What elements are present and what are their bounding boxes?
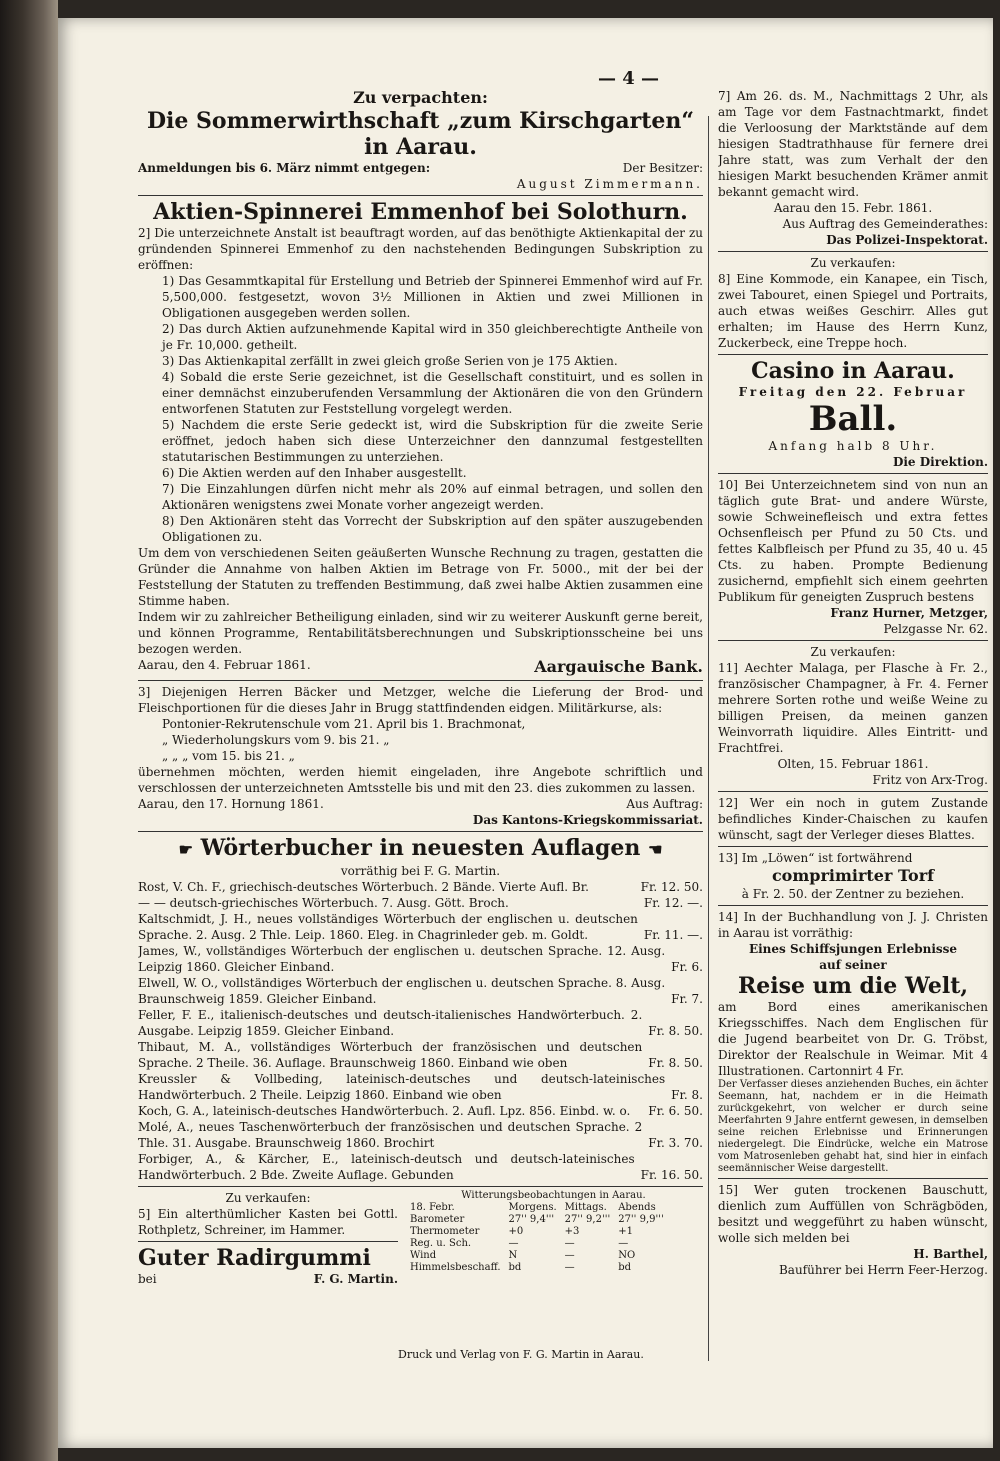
ad1-kicker: Zu verpachten:: [353, 88, 488, 107]
ad15-sub: Bauführer bei Herrn Feer-Herzog.: [778, 1263, 988, 1277]
ad3-auftrag: Aus Auftrag:: [626, 797, 703, 811]
weather-header: Abends: [618, 1202, 656, 1213]
dictionary-entry-price: Fr. 3. 70.: [648, 1136, 703, 1150]
ad2-para2: Indem wir zu zahlreicher Betheiligung einladen, sind wir zu weiterer Auskunft gerne bereit, und können Programme, Rentabilitätsberechnungen und Subskriptionsscheine bei uns bezogen werden.: [138, 610, 703, 656]
weather-header: 18. Febr.: [410, 1202, 455, 1213]
ad11-kicker: Zu verkaufen:: [810, 645, 896, 659]
ad7-date: Aarau den 15. Febr. 1861.: [773, 201, 933, 215]
ad2-item: 7) Die Einzahlungen dürfen nicht mehr als 20% auf einmal betragen, und sollen den Aktionären wenigstens zwei Monate vorher angezeigt werden.: [162, 482, 703, 512]
ad3-sign: Das Kantons-Kriegskommissariat.: [472, 813, 703, 827]
ad11-sign: Fritz von Arx-Trog.: [872, 773, 988, 787]
pointing-hand-left-icon: ☚: [648, 840, 663, 859]
dictionary-entry-price: Fr. 6. 50.: [648, 1104, 703, 1118]
ad2-item: 4) Sobald die erste Serie gezeichnet, ist die Gesellschaft constituirt, und es sollen in einer demnächst einzuberufenden Versammlung der Aktionären die von den Gründern entworfenen Statuten zur Feststellung vorgelegt werden.: [162, 370, 703, 416]
ad2-item: 6) Die Aktien werden auf den Inhaber ausgestellt.: [162, 466, 467, 480]
weather-row: [406, 1226, 668, 1238]
dictionary-entry-price: Fr. 7.: [671, 992, 703, 1006]
weather-cell: 27'' 9,4''': [508, 1214, 555, 1225]
dictionary-entry: [138, 1151, 703, 1183]
ad2-intro: 2] Die unterzeichnete Anstalt ist beauftragt worden, auf das benöthigte Aktienkapital der zu gründenden Spinnerei Emmenhof zu den nachstehenden Bedingungen Subskription zu eröffnen:: [138, 226, 703, 272]
weather-cell: NO: [618, 1250, 636, 1261]
ad4-sub: vorräthig bei F. G. Martin.: [340, 864, 501, 878]
ad14-sub1: Eines Schiffsjungen Erlebnisse: [748, 942, 958, 956]
weather-cell: +1: [618, 1226, 633, 1237]
weather-cell: —: [564, 1250, 575, 1261]
right-column: [718, 88, 988, 1393]
ad3-l3: „ „ „ vom 15. bis 21. „: [162, 749, 295, 763]
weather-cell: 27'' 9,9''': [618, 1214, 664, 1225]
ad2-sign: Aargauische Bank.: [534, 657, 703, 676]
ad3-date: Aarau, den 17. Hornung 1861.: [138, 797, 324, 811]
ad15-sign: H. Barthel,: [913, 1247, 988, 1261]
ad8-text: 8] Eine Kommode, ein Kanapee, ein Tisch, zwei Tabouret, einen Spiegel und Portraits, auch etwas weißes Geschirr. Alles gut erhalten; im Hause des Herrn Kunz, Zuckerbeck, eine Treppe hoch.: [718, 272, 988, 350]
ad2-title: Aktien-Spinnerei Emmenhof bei Solothurn.: [153, 199, 688, 225]
weather-table: [406, 1202, 668, 1274]
ad8-kicker: Zu verkaufen:: [810, 256, 896, 270]
ad7-auftrag: Aus Auftrag des Gemeinderathes:: [782, 217, 988, 231]
dictionary-entry-text: Feller, F. E., italienisch-deutsches und deutsch-italienisches Handwörterbuch. 2. Ausgabe. Leipzig 1859. Gleicher Einband.: [138, 1008, 643, 1038]
ad14-desc: am Bord eines amerikanischen Kriegsschiffes. Nach dem Englischen für die Jugend bearbeitet von Dr. G. Tröbst, Direktor der Realschule in Weimar. Mit 4 Illustrationen. Cartonnirt 4 Fr.: [718, 1000, 988, 1078]
weather-cell: Himmelsbeschaff.: [410, 1262, 501, 1273]
ad2-item: 3) Das Aktienkapital zerfällt in zwei gleich große Serien von je 175 Aktien.: [162, 354, 618, 368]
ad7-text: 7] Am 26. ds. M., Nachmittags 2 Uhr, als am Tage vor dem Fastnachtmarkt, findet die Verloosung der Marktstände auf dem hiesigen Stadtrathhause für fernere drei Jahre statt, was zum Verhalt der den hiesigen Markt besuchenden Krämer anmit bekannt gemacht wird.: [718, 89, 988, 199]
ad14-note: Der Verfasser dieses anziehenden Buches, ein ächter Seemann, hat, nachdem er in die Heimath zurückgekehrt, von welcher er durch seine Meerfahrten 9 Jahre entfernt gewesen, in demselben seine reichen Erlebnisse und Erinnerungen niedergelegt. Die Eindrücke, welche ein Matrose vom Matrosenleben gehabt hat, sind hier in einfach seemännischer Weise dargestellt.: [718, 1079, 988, 1174]
newspaper-page: [58, 18, 993, 1448]
weather-cell: Thermometer: [410, 1226, 480, 1237]
dictionary-entry: [138, 911, 703, 943]
ad13-price: à Fr. 2. 50. der Zentner zu beziehen.: [741, 887, 965, 901]
ad12-text: 12] Wer ein noch in gutem Zustande befindliches Kinder-Chaischen zu kaufen wünscht, sagt der Verleger dieses Blattes.: [718, 796, 988, 842]
dictionary-entry: [138, 1039, 703, 1071]
ad3-text2: übernehmen möchten, werden hiemit eingeladen, ihre Angebote schriftlich und verschlossen der unterzeichneten Amtsstelle bis und mit den 23. dies zukommen zu lassen.: [138, 765, 703, 795]
dictionary-entry-text: Elwell, W. O., vollständiges Wörterbuch der englischen u. deutschen Sprache. 8. Ausg. Braunschweig 1859. Gleicher Einband.: [138, 976, 666, 1006]
ad1-title: Die Sommerwirthschaft „zum Kirschgarten“ in Aarau.: [146, 108, 695, 160]
ad2-date: Aarau, den 4. Februar 1861.: [138, 658, 311, 672]
ad10-text: 10] Bei Unterzeichnetem sind von nun an täglich gute Brat- und andere Würste, sowie Schweinefleisch und extra fettes Ochsenfleisch per Pfund zu 50 Cts. und fettes Kalbfleisch per Pfund zu 35, 40 u. 45 Cts. zu haben. Prompte Bedienung zusichernd, empfiehlt sich einem geehrten Publikum für geneigten Zuspruch bestens: [718, 478, 988, 604]
page-number: — 4 —: [598, 68, 660, 89]
dictionary-entry-price: Fr. 6.: [671, 960, 703, 974]
ad14-big: Reise um die Welt,: [737, 973, 969, 999]
weather-cell: +3: [564, 1226, 580, 1237]
dictionary-entry-price: Fr. 8. 50.: [648, 1024, 703, 1038]
dictionary-entry-text: Kreussler & Vollbeding, lateinisch-deutsches und deutsch-lateinisches Handwörterbuch. 2 Theile. Leipzig 1860. Einband wie oben: [138, 1072, 666, 1102]
weather-cell: bd: [618, 1262, 632, 1273]
weather-header: Morgens.: [508, 1202, 557, 1213]
column-divider: [708, 116, 709, 1361]
weather-cell: 27'' 9,2''': [564, 1214, 611, 1225]
weather-cell: +0: [508, 1226, 524, 1237]
ad1-owner-label: Der Besitzer:: [622, 161, 703, 175]
ad11-date: Olten, 15. Februar 1861.: [777, 757, 929, 771]
dictionary-entry-price: Fr. 16. 50.: [640, 1168, 703, 1182]
ad4-title: Wörterbucher in neuesten Auflagen: [200, 835, 641, 861]
imprint-footer: Druck und Verlag von F. G. Martin in Aarau.: [398, 1348, 644, 1361]
ad2-item: 8) Den Aktionären steht das Vorrecht der Subskription auf den später auszugebenden Obligationen zu.: [162, 514, 703, 544]
ad9-ball: Ball.: [808, 399, 898, 439]
dictionary-entry: [138, 1103, 703, 1119]
dictionary-entry-price: Fr. 12. 50.: [640, 880, 703, 894]
dictionary-entry-text: Kaltschmidt, J. H., neues vollständiges Wörterbuch der englischen u. deutschen Sprache. 2. Ausg. 2 Thle. Leip. 1860. Eleg. in Chagrinleder geb. m. Goldt.: [138, 912, 638, 942]
dictionary-entry: [138, 1007, 703, 1039]
ad6-sign: F. G. Martin.: [313, 1272, 398, 1286]
dictionary-entry: [138, 975, 703, 1007]
weather-row: [406, 1262, 668, 1274]
weather-cell: —: [508, 1238, 519, 1249]
ad9-title: Casino in Aarau.: [751, 358, 955, 384]
weather-header: Mittags.: [564, 1202, 607, 1213]
ad7-sign: Das Polizei-Inspektorat.: [826, 233, 988, 247]
ad5-text: 5] Ein alterthümlicher Kasten bei Gottl. Rothpletz, Schreiner, im Hammer.: [138, 1207, 398, 1237]
dictionary-entry-text: Forbiger, A., & Kärcher, E., lateinisch-deutsch und deutsch-lateinisches Handwörterbuch. 2 Bde. Zweite Auflage. Gebunden: [138, 1152, 635, 1182]
weather-cell: Wind: [410, 1250, 437, 1261]
ad3-l2: „ Wiederholungskurs vom 9. bis 21. „: [162, 733, 390, 747]
ad14-sub2: auf seiner: [819, 958, 887, 972]
ad11-text: 11] Aechter Malaga, per Flasche à Fr. 2., französischer Champagner, à Fr. 4. Ferner mehrere Sorten rothe und weiße Weine zu billigen Preisen, da meinen ganzen Weinvorrath liquidire. Alles Eintritt- und Frachtfrei.: [718, 661, 988, 755]
weather-row: [406, 1250, 668, 1262]
ad2-para1: Um dem von verschiedenen Seiten geäußerten Wunsche Rechnung zu tragen, gestatten die Gründer die Annahme von halben Aktien im Betrage von Fr. 5000., mit der bei der Feststellung der Statuten zu treffenden Bestimmung, daß zwei halbe Aktien zusammen eine Stimme haben.: [138, 546, 703, 608]
ad15-text: 15] Wer guten trockenen Bauschutt, dienlich zum Auffüllen von Schrägböden, besitzt und weggeführt zu haben wünscht, wolle sich melden bei: [718, 1183, 988, 1245]
ad5-kicker: Zu verkaufen:: [225, 1191, 311, 1205]
dictionary-entry: [138, 1071, 703, 1103]
dictionary-entry-text: Koch, G. A., lateinisch-deutsches Handwörterbuch. 2. Aufl. Lpz. 856. Einbd. w. o.: [138, 1104, 631, 1118]
weather-cell: —: [564, 1238, 575, 1249]
dictionary-entry-price: Fr. 11. —.: [643, 928, 703, 942]
weather-cell: Reg. u. Sch.: [410, 1238, 472, 1249]
ad13-text: 13] Im „Löwen“ ist fortwährend: [718, 851, 913, 865]
book-binding: [0, 0, 58, 1461]
pointing-hand-icon: ☛: [178, 840, 193, 859]
weather-cell: bd: [508, 1262, 522, 1273]
ad3-text: 3] Diejenigen Herren Bäcker und Metzger, welche die Lieferung der Brod- und Fleischportionen für die dieses Jahr in Brugg stattfindenden eidgen. Militärkurse, als:: [138, 685, 703, 715]
dictionary-entry-text: James, W., vollständiges Wörterbuch der englischen u. deutschen Sprache. 12. Ausg. Leipzig 1860. Gleicher Einband.: [138, 944, 666, 974]
ad2-item: 5) Nachdem die erste Serie gedeckt ist, wird die Subskription für die zweite Serie eröffnet, jedoch haben sich diese Unterzeichner den dannzumal festgestellten statutarischen Bestimmungen zu unterziehen.: [162, 418, 703, 464]
ad10-addr: Pelzgasse Nr. 62.: [883, 622, 988, 636]
weather-cell: —: [618, 1238, 629, 1249]
weather-cell: N: [508, 1250, 518, 1261]
dictionary-entry-text: Molé, A., neues Taschenwörterbuch der französischen und deutschen Sprache. 2 Thle. 31. Ausgabe. Braunschweig 1860. Brochirt: [138, 1120, 643, 1150]
dictionary-entry: [138, 879, 703, 895]
ad2-item: 1) Das Gesammtkapital für Erstellung und Betrieb der Spinnerei Emmenhof wird auf Fr. 5,500,000. festgesetzt, wovon 3½ Millionen in Aktien und zwei Millionen in Obligationen ausgegeben werden sollen.: [162, 274, 703, 320]
ad14-text: 14] In der Buchhandlung von J. J. Christen in Aarau ist vorräthig:: [718, 910, 988, 940]
dictionary-entry-text: Thibaut, M. A., vollständiges Wörterbuch der französischen und deutschen Sprache. 2 Theile. 36. Auflage. Braunschweig 1860. Einband wie oben: [138, 1040, 643, 1070]
ad6-bei: bei: [138, 1272, 157, 1286]
dictionary-entry-text: Rost, V. Ch. F., griechisch-deutsches Wörterbuch. 2 Bände. Vierte Aufl. Br.: [138, 880, 589, 894]
weather-cell: —: [564, 1262, 575, 1273]
ad3-l1: Pontonier-Rekrutenschule vom 21. April bis 1. Brachmonat,: [162, 717, 526, 731]
ad10-sign: Franz Hurner, Metzger,: [830, 606, 988, 620]
ad9-date: Freitag den 22. Februar: [738, 385, 968, 399]
dictionary-list: [138, 879, 703, 1183]
ad2-item: 2) Das durch Aktien aufzunehmende Kapital wird in 350 gleichberechtigte Antheile von je Fr. 10,000. getheilt.: [162, 322, 703, 352]
weather-cell: Barometer: [410, 1214, 465, 1225]
weather-row: [406, 1214, 668, 1226]
left-column: [138, 88, 703, 1398]
dictionary-entry: [138, 943, 703, 975]
ad9-sign: Die Direktion.: [892, 455, 988, 469]
dictionary-entry: [138, 895, 703, 911]
weather-title: Witterungsbeobachtungen in Aarau.: [461, 1190, 646, 1201]
ad13-big: comprimirter Torf: [771, 866, 935, 885]
dictionary-entry-price: Fr. 12. —.: [643, 896, 703, 910]
ad1-owner: August Zimmermann.: [516, 177, 703, 191]
dictionary-entry-price: Fr. 8.: [671, 1088, 703, 1102]
dictionary-entry-price: Fr. 8. 50.: [648, 1056, 703, 1070]
ad1-line: Anmeldungen bis 6. März nimmt entgegen:: [138, 161, 431, 175]
ad9-start: Anfang halb 8 Uhr.: [768, 439, 938, 453]
dictionary-entry: [138, 1119, 703, 1151]
dictionary-entry-text: — — deutsch-griechisches Wörterbuch. 7. Ausg. Gött. Broch.: [138, 896, 509, 910]
ad6-title: Guter Radirgummi: [138, 1245, 371, 1271]
weather-row: [406, 1238, 668, 1250]
